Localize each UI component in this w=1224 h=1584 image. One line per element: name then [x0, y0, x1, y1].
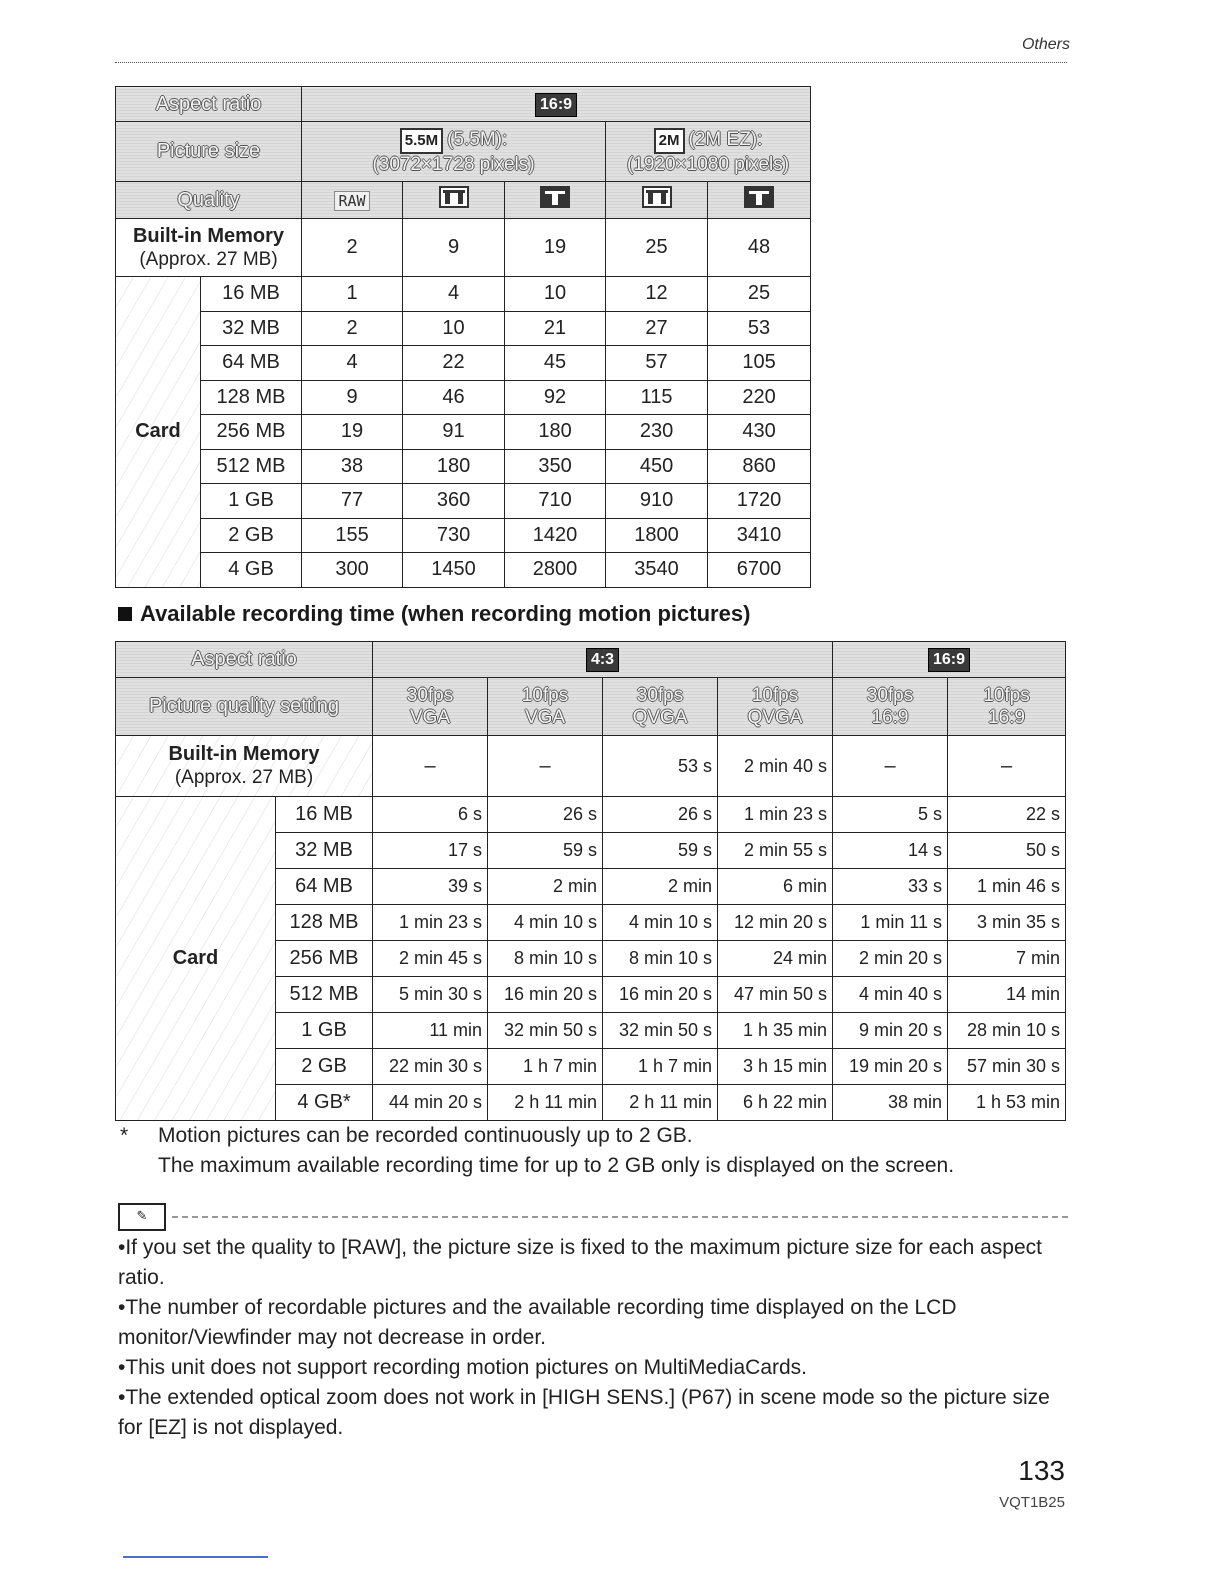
value-cell: 28 min 10 s	[948, 1013, 1066, 1049]
section-title-recording-time: Available recording time (when recording motion pictures)	[118, 601, 750, 627]
still-picture-capacity-table	[115, 86, 811, 588]
value-cell: 1450	[403, 553, 505, 588]
value-cell: 4	[403, 277, 505, 312]
memo-divider	[118, 1203, 1068, 1229]
footnote-line1: Motion pictures can be recorded continuously up to 2 GB.	[158, 1124, 693, 1147]
card-size: 16 MB	[201, 277, 302, 312]
aspect-ratio-label: Aspect ratio	[116, 87, 302, 122]
value-cell: 11 min	[373, 1013, 488, 1049]
value-cell: 48	[708, 219, 811, 277]
card-size: 32 MB	[201, 311, 302, 346]
value-cell: 19 min 20 s	[833, 1049, 948, 1085]
card-size: 512 MB	[201, 449, 302, 484]
value-cell: 1 h 35 min	[718, 1013, 833, 1049]
size-2m-line2: (1920×1080 pixels)	[626, 153, 790, 175]
card-size: 1 GB	[201, 484, 302, 519]
value-cell: 22 s	[948, 797, 1066, 833]
value-cell: 8 min 10 s	[488, 941, 603, 977]
quality-standard-2	[708, 182, 811, 219]
card-size: 4 GB*	[276, 1085, 373, 1121]
size-5-5m-icon: 5.5M	[400, 128, 443, 154]
value-cell: 27	[606, 311, 708, 346]
value-cell: 220	[708, 380, 811, 415]
value-cell: 300	[302, 553, 403, 588]
table-row-builtin	[116, 219, 811, 277]
value-cell: 2	[302, 311, 403, 346]
note-item: •The extended optical zoom does not work in [HIGH SENS.] (P67) in scene mode so the picture size for [EZ] is not displayed.	[118, 1386, 1050, 1439]
column-header: 30fps 16:9	[833, 678, 948, 736]
card-size: 128 MB	[276, 905, 373, 941]
card-label: Card	[116, 277, 201, 588]
value-cell: 10	[505, 277, 606, 312]
value-cell: 1 h 7 min	[603, 1049, 718, 1085]
note-item: •The number of recordable pictures and the available recording time displayed on the LCD monitor/Viewfinder may not decrease in order.	[118, 1296, 957, 1349]
value-cell: 77	[302, 484, 403, 519]
picture-size-5-5m	[302, 122, 606, 182]
card-size: 16 MB	[276, 797, 373, 833]
value-cell: 22	[403, 346, 505, 381]
table-row	[116, 797, 1066, 833]
aspect-16-9-badge: 16:9	[535, 93, 577, 117]
value-cell: 6700	[708, 553, 811, 588]
value-cell: 1	[302, 277, 403, 312]
value-cell: 860	[708, 449, 811, 484]
column-header: 30fps VGA	[373, 678, 488, 736]
value-cell: 12	[606, 277, 708, 312]
value-cell: 50 s	[948, 833, 1066, 869]
card-size: 256 MB	[276, 941, 373, 977]
table-row	[116, 484, 811, 519]
bottom-rule	[123, 1556, 268, 1558]
table-row	[116, 518, 811, 553]
value-cell: 26 s	[488, 797, 603, 833]
value-cell: 17 s	[373, 833, 488, 869]
table-row	[116, 449, 811, 484]
picture-size-label: Picture size	[116, 122, 302, 182]
value-cell: 1720	[708, 484, 811, 519]
quality-fine	[403, 182, 505, 219]
value-cell: 2 min	[603, 869, 718, 905]
value-cell: 4 min 10 s	[488, 905, 603, 941]
value-cell: 910	[606, 484, 708, 519]
aspect-4-3-cell	[373, 642, 833, 678]
value-cell: 59 s	[488, 833, 603, 869]
value-cell: 57	[606, 346, 708, 381]
value-cell: 230	[606, 415, 708, 450]
card-size: 64 MB	[201, 346, 302, 381]
value-cell: 3410	[708, 518, 811, 553]
value-cell: 1 min 11 s	[833, 905, 948, 941]
table-row	[116, 311, 811, 346]
aspect-ratio-value	[302, 87, 811, 122]
value-cell: 1 h 53 min	[948, 1085, 1066, 1121]
column-header: 10fps 16:9	[948, 678, 1066, 736]
value-cell: 10	[403, 311, 505, 346]
value-cell: 4	[302, 346, 403, 381]
note-item: •If you set the quality to [RAW], the picture size is fixed to the maximum picture size for each aspect ratio.	[118, 1236, 1042, 1289]
card-size: 1 GB	[276, 1013, 373, 1049]
value-cell: 32 min 50 s	[603, 1013, 718, 1049]
table-row-builtin	[116, 736, 1066, 797]
table-row	[116, 277, 811, 312]
value-cell: 32 min 50 s	[488, 1013, 603, 1049]
quality-fine-2	[606, 182, 708, 219]
value-cell: 5 s	[833, 797, 948, 833]
value-cell: 5 min 30 s	[373, 977, 488, 1013]
table-row	[116, 415, 811, 450]
value-cell: 710	[505, 484, 606, 519]
value-cell: 1 min 46 s	[948, 869, 1066, 905]
value-cell: 2 h 11 min	[488, 1085, 603, 1121]
table-row	[116, 553, 811, 588]
value-cell: 59 s	[603, 833, 718, 869]
card-size: 512 MB	[276, 977, 373, 1013]
value-cell: 730	[403, 518, 505, 553]
quality-raw	[302, 182, 403, 219]
value-cell: 6 min	[718, 869, 833, 905]
value-cell: 39 s	[373, 869, 488, 905]
value-cell: 105	[708, 346, 811, 381]
value-cell: 53	[708, 311, 811, 346]
card-size: 2 GB	[201, 518, 302, 553]
value-cell: 19	[302, 415, 403, 450]
value-cell: 2 min 45 s	[373, 941, 488, 977]
document-code: VQT1B25	[999, 1494, 1065, 1511]
footnote-line2: The maximum available recording time for up to 2 GB only is displayed on the screen.	[158, 1154, 955, 1177]
builtin-memory-sub: (Approx. 27 MB)	[139, 248, 278, 270]
aspect-4-3-badge: 4:3	[586, 648, 619, 672]
value-cell: 360	[403, 484, 505, 519]
quality-fine-icon	[642, 186, 672, 208]
value-cell: 16 min 20 s	[603, 977, 718, 1013]
value-cell: 9 min 20 s	[833, 1013, 948, 1049]
builtin-memory-label: Built-in Memory	[168, 743, 320, 765]
value-cell: 33 s	[833, 869, 948, 905]
value-cell: 25	[708, 277, 811, 312]
value-cell: 8 min 10 s	[603, 941, 718, 977]
value-cell: 2 min	[488, 869, 603, 905]
value-cell: 1800	[606, 518, 708, 553]
header-rule	[115, 62, 1067, 63]
value-cell: 53 s	[603, 736, 718, 797]
builtin-memory-sub: (Approx. 27 MB)	[174, 767, 314, 788]
quality-standard	[505, 182, 606, 219]
value-cell: 19	[505, 219, 606, 277]
card-size: 32 MB	[276, 833, 373, 869]
value-cell: 2	[302, 219, 403, 277]
value-cell: 4 min 10 s	[603, 905, 718, 941]
value-cell: 21	[505, 311, 606, 346]
motion-picture-time-table	[115, 641, 1066, 1121]
builtin-memory-cell	[116, 219, 302, 277]
value-cell: 6 h 22 min	[718, 1085, 833, 1121]
value-cell: 7 min	[948, 941, 1066, 977]
footnote-mark: *	[120, 1124, 129, 1147]
size-2m-line1: (2M EZ):	[688, 128, 763, 150]
value-cell: 155	[302, 518, 403, 553]
value-cell: 47 min 50 s	[718, 977, 833, 1013]
value-cell: 45	[505, 346, 606, 381]
quality-standard-icon	[744, 186, 774, 208]
value-cell: 25	[606, 219, 708, 277]
value-cell: 24 min	[718, 941, 833, 977]
value-cell: 2 min 40 s	[718, 736, 833, 797]
value-cell: 6 s	[373, 797, 488, 833]
value-cell: 430	[708, 415, 811, 450]
value-cell: 350	[505, 449, 606, 484]
column-header: 30fps QVGA	[603, 678, 718, 736]
value-cell: –	[373, 736, 488, 797]
page-number: 133	[1018, 1455, 1065, 1486]
aspect-16-9-badge: 16:9	[928, 648, 970, 672]
value-cell: 38	[302, 449, 403, 484]
square-bullet-icon	[118, 607, 132, 621]
note-item: •This unit does not support recording motion pictures on MultiMediaCards.	[118, 1356, 808, 1379]
card-size: 256 MB	[201, 415, 302, 450]
card-size: 4 GB	[201, 553, 302, 588]
value-cell: 180	[505, 415, 606, 450]
picture-quality-setting-label: Picture quality setting	[116, 678, 373, 736]
value-cell: 180	[403, 449, 505, 484]
value-cell: 1 min 23 s	[718, 797, 833, 833]
value-cell: 9	[302, 380, 403, 415]
table-row	[116, 346, 811, 381]
value-cell: –	[488, 736, 603, 797]
value-cell: –	[833, 736, 948, 797]
dashed-rule	[172, 1216, 1068, 1218]
value-cell: 1 min 23 s	[373, 905, 488, 941]
builtin-memory-label: Built-in Memory	[132, 224, 285, 247]
value-cell: 3540	[606, 553, 708, 588]
size-5-5m-line1: (5.5M):	[447, 128, 508, 150]
value-cell: –	[948, 736, 1066, 797]
value-cell: 44 min 20 s	[373, 1085, 488, 1121]
value-cell: 38 min	[833, 1085, 948, 1121]
table-row	[116, 380, 811, 415]
value-cell: 450	[606, 449, 708, 484]
raw-icon: RAW	[334, 191, 369, 211]
value-cell: 2 min 20 s	[833, 941, 948, 977]
card-label: Card	[116, 797, 276, 1121]
aspect-ratio-label-2: Aspect ratio	[116, 642, 373, 678]
value-cell: 14 min	[948, 977, 1066, 1013]
value-cell: 12 min 20 s	[718, 905, 833, 941]
value-cell: 92	[505, 380, 606, 415]
value-cell: 2 h 11 min	[603, 1085, 718, 1121]
value-cell: 14 s	[833, 833, 948, 869]
builtin-memory-cell	[116, 736, 373, 797]
card-size: 2 GB	[276, 1049, 373, 1085]
value-cell: 1420	[505, 518, 606, 553]
value-cell: 57 min 30 s	[948, 1049, 1066, 1085]
value-cell: 91	[403, 415, 505, 450]
value-cell: 3 h 15 min	[718, 1049, 833, 1085]
quality-fine-icon	[439, 186, 469, 208]
value-cell: 9	[403, 219, 505, 277]
value-cell: 46	[403, 380, 505, 415]
quality-label: Quality	[116, 182, 302, 219]
size-2m-icon: 2M	[654, 128, 685, 154]
value-cell: 26 s	[603, 797, 718, 833]
value-cell: 1 h 7 min	[488, 1049, 603, 1085]
card-size: 128 MB	[201, 380, 302, 415]
size-5-5m-line2: (3072×1728 pixels)	[372, 153, 535, 175]
column-header: 10fps VGA	[488, 678, 603, 736]
header-section-title: Others	[1021, 36, 1070, 53]
card-size: 64 MB	[276, 869, 373, 905]
value-cell: 4 min 40 s	[833, 977, 948, 1013]
quality-standard-icon	[540, 186, 570, 208]
value-cell: 16 min 20 s	[488, 977, 603, 1013]
aspect-16-9-cell	[833, 642, 1066, 678]
column-header: 10fps QVGA	[718, 678, 833, 736]
value-cell: 2 min 55 s	[718, 833, 833, 869]
value-cell: 2800	[505, 553, 606, 588]
memo-icon: ✎	[118, 1203, 166, 1231]
value-cell: 3 min 35 s	[948, 905, 1066, 941]
picture-size-2m	[606, 122, 811, 182]
value-cell: 115	[606, 380, 708, 415]
value-cell: 22 min 30 s	[373, 1049, 488, 1085]
